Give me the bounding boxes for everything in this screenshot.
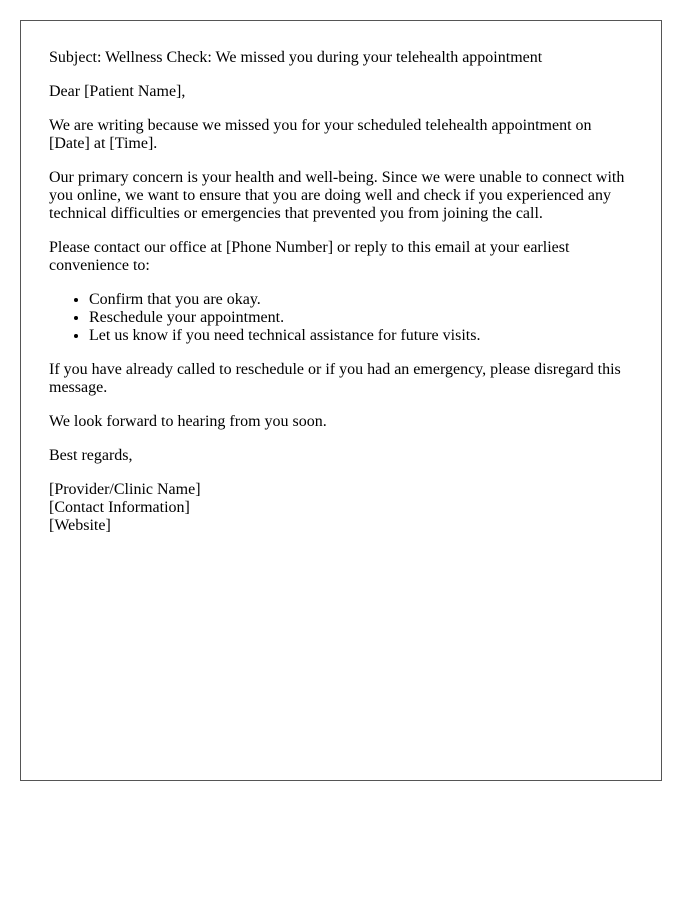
action-list <box>49 291 633 345</box>
action-item-tech-assistance: • Let us know if you need technical assistance for future visits. <box>89 327 633 345</box>
closing-line: Best regards, <box>49 447 133 464</box>
concern-paragraph: Our primary concern is your health and well-being. Since we were unable to connect with you online, we want to ensure that you are doing well and check if you experienced any technical difficulties or emergencies that prevented you from joining the call. <box>49 169 625 222</box>
email-subject: Subject: Wellness Check: We missed you during your telehealth appointment <box>49 49 543 66</box>
signature-clinic-name: [Provider/Clinic Name] <box>49 481 201 498</box>
contact-paragraph: Please contact our office at [Phone Number] or reply to this email at your earliest convenience to: <box>49 239 570 274</box>
letter-page <box>20 20 662 781</box>
intro-paragraph: We are writing because we missed you for your scheduled telehealth appointment on [Date] at [Time]. <box>49 117 592 152</box>
action-item-reschedule: • Reschedule your appointment. <box>89 309 633 327</box>
salutation: Dear [Patient Name], <box>49 83 186 100</box>
signature-website: [Website] <box>49 517 111 534</box>
signature-block <box>49 481 633 535</box>
signature-contact-info: [Contact Information] <box>49 499 190 516</box>
disregard-paragraph: If you have already called to reschedule or if you had an emergency, please disregard this message. <box>49 361 621 396</box>
action-item-confirm: • Confirm that you are okay. <box>89 291 633 309</box>
closing-paragraph: We look forward to hearing from you soon. <box>49 413 327 430</box>
